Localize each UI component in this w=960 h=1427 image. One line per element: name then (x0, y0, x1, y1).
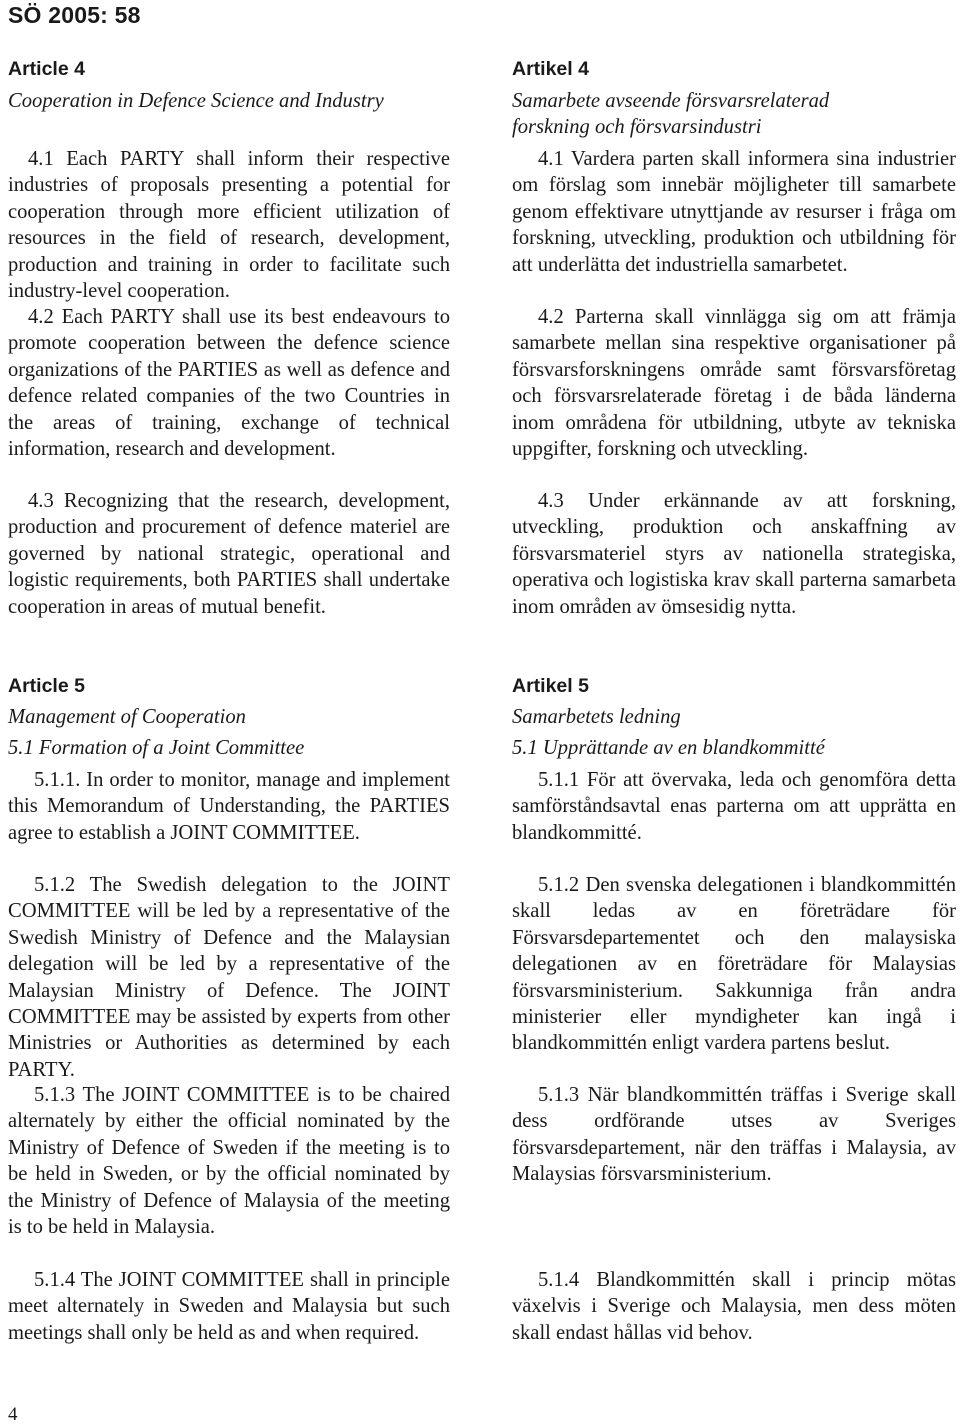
avsnitt-5-1-heading: 5.1 Upprättande av en blandkommitté (512, 737, 825, 759)
paragraph-4-3: 4.3 Recognizing that the research, development, production and procurement of defence materiel are governed by national strategic, operational and logistic requirements, both PARTIES shall undertake cooperation in areas of mutual benefit. (8, 490, 450, 618)
stycke-5-1-1: 5.1.1 För att övervaka, leda och genomföra detta samförståndsavtal enas parterna om att upprätta en blandkommitté. (512, 769, 956, 844)
article-5-subtitle: Management of Cooperation (8, 706, 246, 728)
section-5-1-heading: 5.1 Formation of a Joint Committee (8, 737, 305, 759)
stycke-5-1-2: 5.1.2 Den svenska delegationen i blandkommittén skall ledas av en företrädare för Försvarsdepartementet och den malaysiska delegationen av en företrädare för Malaysias försvarsministerium. Sakkunniga från andra ministerier eller myndigheter kan ingå i blandkommittén enligt vardera partens beslut. (512, 874, 956, 1055)
document-reference: SÖ 2005: 58 (8, 2, 141, 28)
stycke-5-1-4: 5.1.4 Blandkommittén skall i princip mötas växelvis i Sverige och Malaysia, men dess möten skall endast hållas vid behov. (512, 1269, 956, 1344)
paragraph-5-1-1: 5.1.1. In order to monitor, manage and implement this Memorandum of Understanding, the PARTIES agree to establish a JOINT COMMITTEE. (8, 769, 450, 844)
article-5-heading: Article 5 (8, 675, 85, 697)
artikel-5-heading: Artikel 5 (512, 675, 589, 697)
stycke-4-2: 4.2 Parterna skall vinnlägga sig om att främja samarbete mellan sina respektive organisationer på försvarsforskningens område samt försvarsföretag och försvarsrelaterade företag i de båda länderna inom områdena för utbildning, utbyte av tekniska uppgifter, forskning och utveckling. (512, 306, 956, 461)
artikel-4-subtitle: Samarbete avseende försvarsrelaterad forskning och försvarsindustri (512, 90, 830, 139)
paragraph-5-1-2: 5.1.2 The Swedish delegation to the JOINT COMMITTEE will be led by a representative of the Swedish Ministry of Defence and the Malaysian delegation will be led by a representative of the Malaysian Ministry of Defence. The JOINT COMMITTEE may be assisted by experts from other Ministries or Authorities as determined by each PARTY. (8, 874, 450, 1081)
paragraph-5-1-4: 5.1.4 The JOINT COMMITTEE shall in principle meet alternately in Sweden and Malaysia but such meetings shall only be held as and when required. (8, 1269, 450, 1344)
page-number: 4 (8, 1404, 18, 1425)
stycke-5-1-3: 5.1.3 När blandkommittén träffas i Sverige skall dess ordförande utses av Sveriges försvarsdepartement, när den träffas i Malaysia, av Malaysias försvarsministerium. (512, 1084, 956, 1186)
paragraph-4-2: 4.2 Each PARTY shall use its best endeavours to promote cooperation between the defence science organizations of the PARTIES as well as defence and defence related companies of the two Countries in the areas of training, exchange of technical information, research and development. (8, 306, 450, 461)
article-4-heading: Article 4 (8, 58, 85, 80)
stycke-4-1: 4.1 Vardera parten skall informera sina industrier om förslag som innebär möjligheter till samarbete genom effektivare utnyttjande av resurser i fråga om forskning, utveckling, produktion och utbildning för att underlätta det industriella samarbetet. (512, 148, 956, 276)
artikel-5-subtitle: Samarbetets ledning (512, 706, 681, 728)
article-4-subtitle: Cooperation in Defence Science and Industry (8, 90, 384, 112)
artikel-4-heading: Artikel 4 (512, 58, 589, 80)
stycke-4-3: 4.3 Under erkännande av att forskning, utveckling, produktion och anskaffning av försvarsmateriel styrs av nationella strategiska, operativa och logistiska krav skall parterna samarbeta inom områden av ömsesidig nytta. (512, 490, 956, 618)
paragraph-4-1: 4.1 Each PARTY shall inform their respective industries of proposals presenting a potential for cooperation through more efficient utilization of resources in the field of research, development, production and training in order to facilitate such industry-level cooperation. (8, 148, 450, 303)
paragraph-5-1-3: 5.1.3 The JOINT COMMITTEE is to be chaired alternately by either the official nominated by the Ministry of Defence of Sweden if the meeting is to be held in Sweden, or by the official nominated by the Ministry of Defence of Malaysia of the meeting is to be held in Malaysia. (8, 1084, 450, 1239)
